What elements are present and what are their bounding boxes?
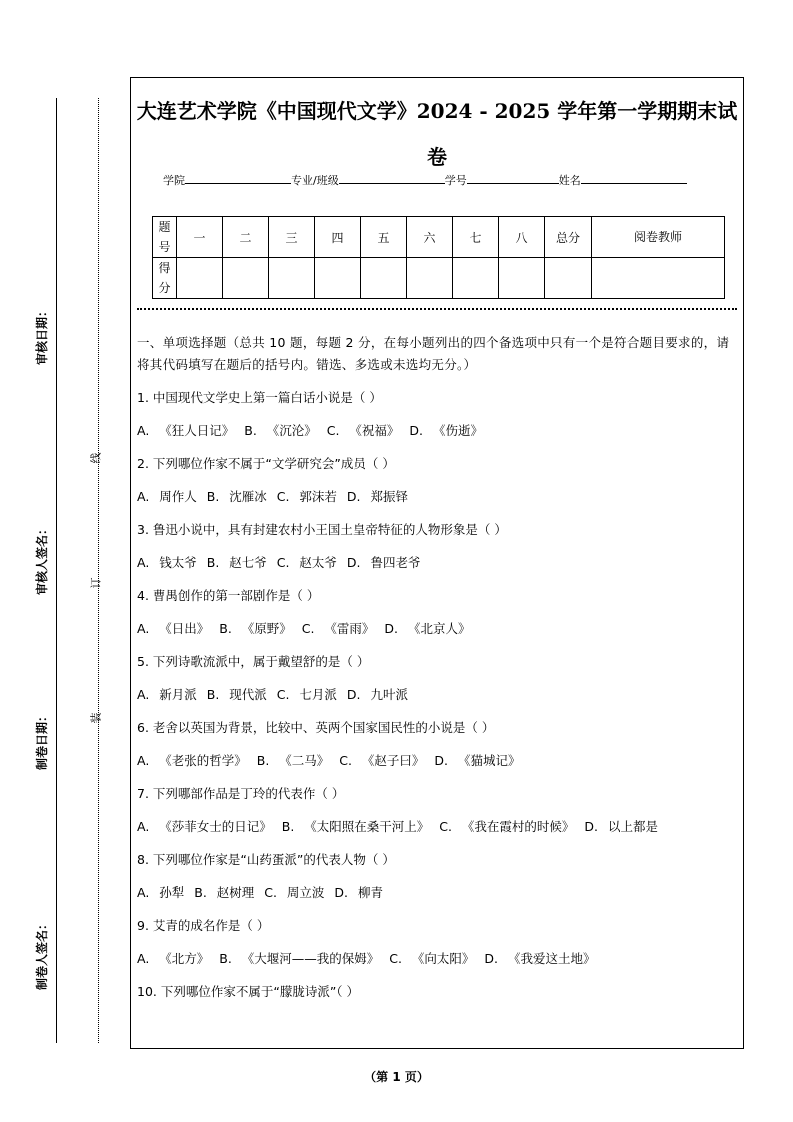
make-date-label: 制卷日期： bbox=[35, 709, 49, 770]
questions-section bbox=[137, 332, 735, 1003]
score-cell[interactable] bbox=[315, 258, 361, 299]
dotted-divider bbox=[137, 308, 737, 310]
question-6: 6. 老舍以英国为背景，比较中、英两个国家国民性的小说是（ ） bbox=[137, 720, 495, 735]
question-8: 8. 下列哪位作家是“山药蛋派”的代表人物（ ） bbox=[137, 852, 395, 867]
score-value-row bbox=[153, 258, 725, 299]
question-list bbox=[137, 387, 735, 1003]
question-9-options: A. 《北方》 B. 《大堰河——我的保姆》 C. 《向太阳》 D. 《我爱这土地》 bbox=[137, 951, 596, 966]
question-7: 7. 下列哪部作品是丁玲的代表作（ ） bbox=[137, 786, 345, 801]
question-3: 3. 鲁迅小说中，具有封建农村小王国土皇帝特征的人物形象是（ ） bbox=[137, 522, 507, 537]
col-2: 二 bbox=[223, 217, 269, 258]
student-info-row bbox=[163, 172, 687, 188]
binding-zhuang-char: 装 bbox=[89, 712, 103, 724]
score-cell[interactable] bbox=[361, 258, 407, 299]
section-intro: 一、单项选择题（总共 10 题，每题 2 分，在每小题列出的四个备选项中只有一个是符合题目要求的，请将其代码填写在题后的括号内。错选、多选或未选均无分。） bbox=[137, 335, 730, 372]
score-cell[interactable] bbox=[545, 258, 592, 299]
question-4: 4. 曹禺创作的第一部剧作是（ ） bbox=[137, 588, 320, 603]
col-4: 四 bbox=[315, 217, 361, 258]
score-cell[interactable] bbox=[592, 258, 725, 299]
question-10: 10. 下列哪位作家不属于“朦胧诗派”（ ） bbox=[137, 984, 360, 999]
question-2-options: A. 周作人 B. 沈雁冰 C. 郭沫若 D. 郑振铎 bbox=[137, 489, 408, 504]
row1-label: 题号 bbox=[153, 217, 177, 258]
binding-ding-char: 订 bbox=[89, 577, 103, 589]
exam-frame bbox=[130, 77, 744, 1049]
exam-title: 大连艺术学院《中国现代文学》2024 - 2025 学年第一学期期末试卷 bbox=[136, 99, 738, 169]
name-label: 姓名 bbox=[558, 174, 581, 187]
major-field[interactable] bbox=[339, 172, 445, 184]
col-5: 五 bbox=[361, 217, 407, 258]
name-field[interactable] bbox=[581, 172, 687, 184]
question-7-options: A. 《莎菲女士的日记》 B. 《太阳照在桑干河上》 C. 《我在霞村的时候》 D. 以上都是 bbox=[137, 819, 658, 834]
row2-label: 得分 bbox=[153, 258, 177, 299]
question-5-options: A. 新月派 B. 现代派 C. 七月派 D. 九叶派 bbox=[137, 687, 408, 702]
score-cell[interactable] bbox=[453, 258, 499, 299]
question-6-options: A. 《老张的哲学》 B. 《二马》 C. 《赵子曰》 D. 《猫城记》 bbox=[137, 753, 521, 768]
question-1: 1. 中国现代文学史上第一篇白话小说是（ ） bbox=[137, 390, 382, 405]
score-cell[interactable] bbox=[499, 258, 545, 299]
score-cell[interactable] bbox=[177, 258, 223, 299]
score-cell[interactable] bbox=[407, 258, 453, 299]
col-1: 一 bbox=[177, 217, 223, 258]
reviewer-sign-label: 审核人签名： bbox=[35, 522, 49, 595]
col-7: 七 bbox=[453, 217, 499, 258]
col-grader: 阅卷教师 bbox=[592, 217, 725, 258]
college-label: 学院 bbox=[163, 174, 185, 187]
binding-line-char: 线 bbox=[89, 452, 103, 464]
col-6: 六 bbox=[407, 217, 453, 258]
score-cell[interactable] bbox=[223, 258, 269, 299]
question-8-options: A. 孙犁 B. 赵树理 C. 周立波 D. 柳青 bbox=[137, 885, 383, 900]
student-id-field[interactable] bbox=[467, 172, 559, 184]
col-3: 三 bbox=[269, 217, 315, 258]
question-5: 5. 下列诗歌流派中，属于戴望舒的是（ ） bbox=[137, 654, 370, 669]
score-table bbox=[152, 216, 725, 299]
question-3-options: A. 钱太爷 B. 赵七爷 C. 赵太爷 D. 鲁四老爷 bbox=[137, 555, 421, 570]
page-footer: （第 1 页） bbox=[364, 1070, 429, 1084]
binding-dotted-line bbox=[98, 98, 99, 1043]
score-cell[interactable] bbox=[269, 258, 315, 299]
col-8: 八 bbox=[499, 217, 545, 258]
review-date-label: 审核日期： bbox=[35, 304, 49, 365]
side-solid-line bbox=[56, 98, 57, 1043]
score-header-row bbox=[153, 217, 725, 258]
maker-sign-label: 制卷人签名： bbox=[35, 917, 49, 990]
question-4-options: A. 《日出》 B. 《原野》 C. 《雷雨》 D. 《北京人》 bbox=[137, 621, 471, 636]
question-2: 2. 下列哪位作家不属于“文学研究会”成员（ ） bbox=[137, 456, 395, 471]
major-label: 专业/班级 bbox=[291, 174, 339, 187]
question-1-options: A. 《狂人日记》 B. 《沉沦》 C. 《祝福》 D. 《伤逝》 bbox=[137, 423, 483, 438]
student-id-label: 学号 bbox=[444, 174, 467, 187]
question-9: 9. 艾青的成名作是（ ） bbox=[137, 918, 270, 933]
col-total: 总分 bbox=[545, 217, 592, 258]
college-field[interactable] bbox=[185, 172, 291, 184]
